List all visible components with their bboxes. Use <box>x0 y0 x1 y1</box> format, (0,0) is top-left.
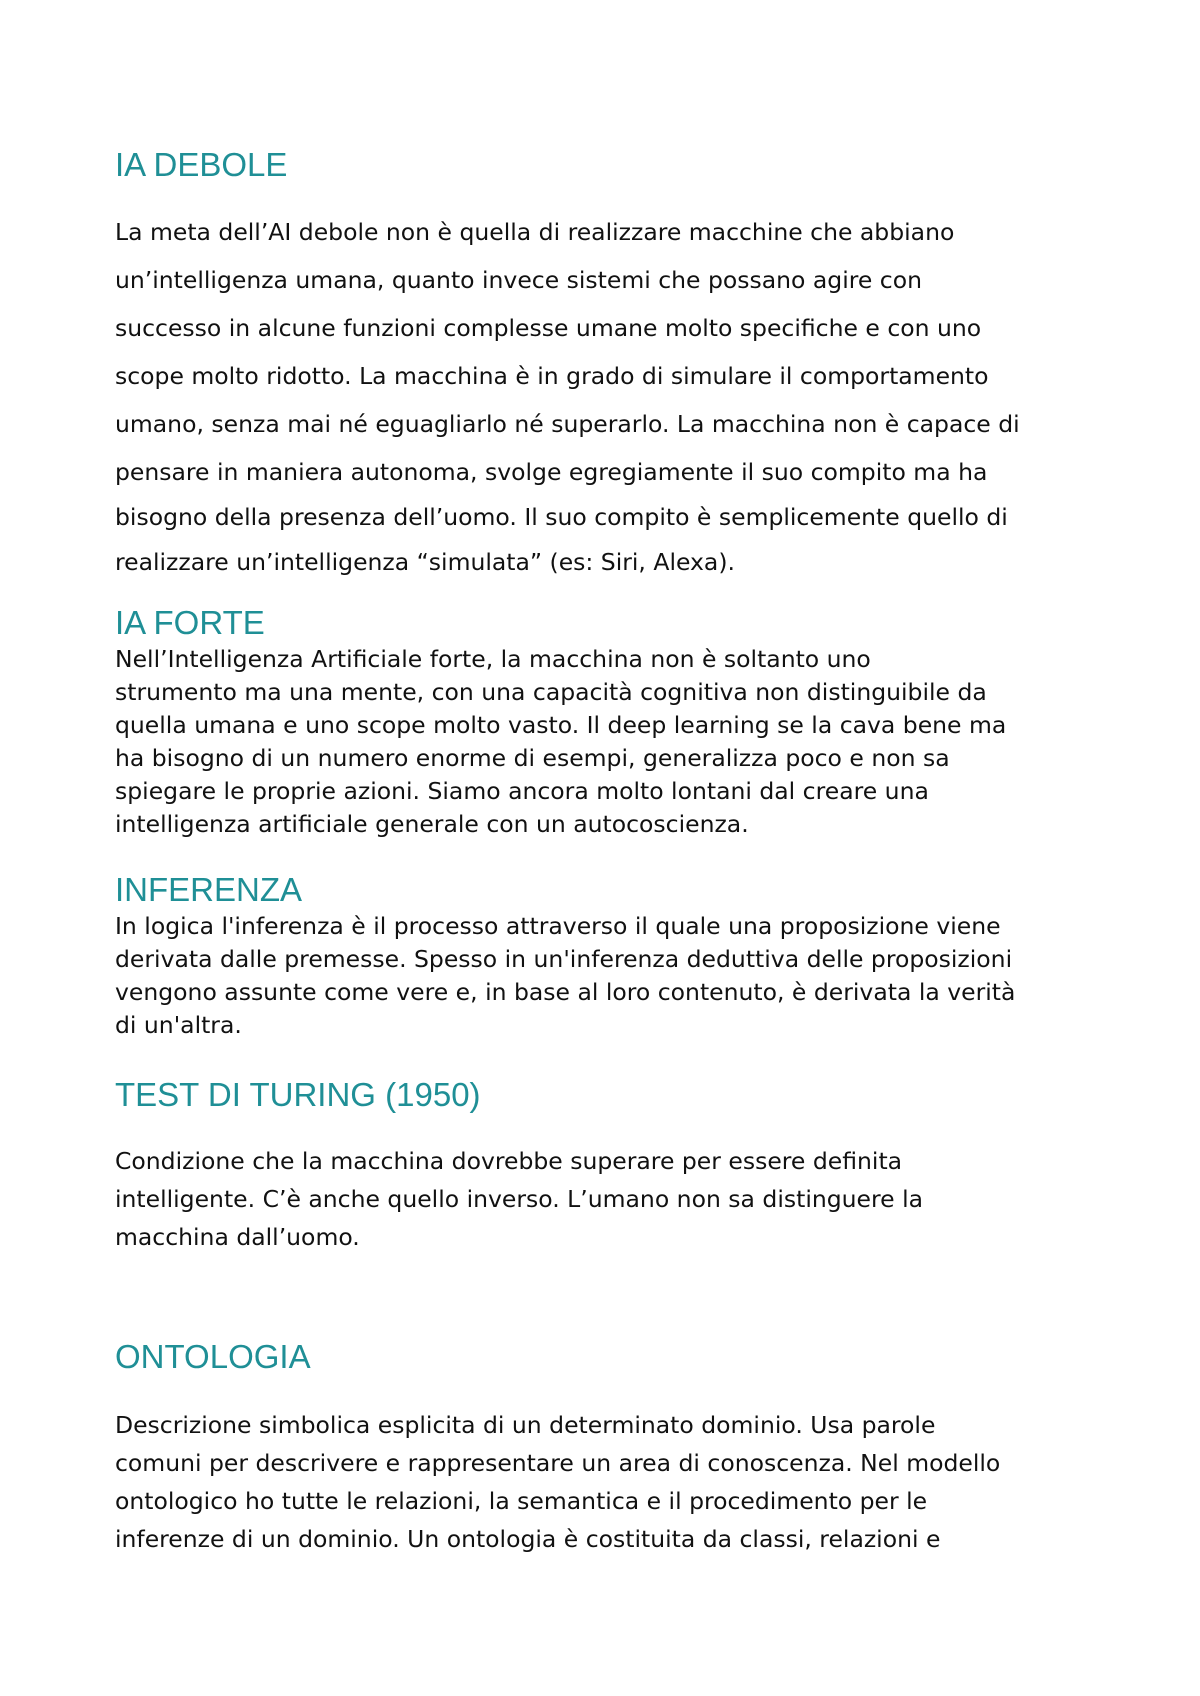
body-line: Descrizione simbolica esplicita di un determinato dominio. Usa parole <box>115 1411 936 1439</box>
body-line: di un'altra. <box>115 1011 242 1039</box>
body-line: macchina dall’uomo. <box>115 1223 360 1251</box>
body-line: successo in alcune funzioni complesse umane molto specifiche e con uno <box>115 314 982 342</box>
section-title-inferenza: INFERENZA <box>115 871 303 908</box>
document-page <box>115 0 1105 1696</box>
section-body-ia-debole <box>115 208 1105 586</box>
body-line: bisogno della presenza dell’uomo. Il suo compito è semplicemente quello di <box>115 503 1008 531</box>
body-line: realizzare un’intelligenza “simulata” (es: Siri, Alexa). <box>115 548 735 576</box>
body-line: inferenze di un dominio. Un ontologia è costituita da classi, relazioni e <box>115 1525 941 1553</box>
body-line: Condizione che la macchina dovrebbe superare per essere definita <box>115 1147 903 1175</box>
body-line: umano, senza mai né eguagliarlo né superarlo. La macchina non è capace di <box>115 410 1020 438</box>
body-line: In logica l'inferenza è il processo attraverso il quale una proposizione viene <box>115 912 1001 940</box>
body-line: ha bisogno di un numero enorme di esempi, generalizza poco e non sa <box>115 744 950 772</box>
section-title-ia-forte: IA FORTE <box>115 604 265 641</box>
body-line: intelligenza artificiale generale con un autocoscienza. <box>115 810 749 838</box>
section-body-ontologia <box>115 1406 1105 1558</box>
section-title-ia-debole: IA DEBOLE <box>115 146 288 183</box>
body-line: pensare in maniera autonoma, svolge egregiamente il suo compito ma ha <box>115 458 988 486</box>
body-line: intelligente. C’è anche quello inverso. L’umano non sa distinguere la <box>115 1185 924 1213</box>
body-line: spiegare le proprie azioni. Siamo ancora molto lontani dal creare una <box>115 777 929 805</box>
section-title-test-di-turing: TEST DI TURING (1950) <box>115 1076 481 1113</box>
body-line: Nell’Intelligenza Artificiale forte, la macchina non è soltanto uno <box>115 645 871 673</box>
body-line: un’intelligenza umana, quanto invece sistemi che possano agire con <box>115 266 922 294</box>
section-body-inferenza <box>115 910 1105 1042</box>
body-line: scope molto ridotto. La macchina è in grado di simulare il comportamento <box>115 362 989 390</box>
section-body-test-di-turing <box>115 1142 1105 1256</box>
body-line: comuni per descrivere e rappresentare un area di conoscenza. Nel modello <box>115 1449 1001 1477</box>
body-line: quella umana e uno scope molto vasto. Il deep learning se la cava bene ma <box>115 711 1007 739</box>
body-line: La meta dell’AI debole non è quella di realizzare macchine che abbiano <box>115 218 955 246</box>
body-line: strumento ma una mente, con una capacità cognitiva non distinguibile da <box>115 678 987 706</box>
body-line: ontologico ho tutte le relazioni, la semantica e il procedimento per le <box>115 1487 928 1515</box>
body-line: vengono assunte come vere e, in base al loro contenuto, è derivata la verità <box>115 978 1016 1006</box>
section-body-ia-forte <box>115 643 1105 841</box>
body-line: derivata dalle premesse. Spesso in un'inferenza deduttiva delle proposizioni <box>115 945 1013 973</box>
section-title-ontologia: ONTOLOGIA <box>115 1338 311 1375</box>
